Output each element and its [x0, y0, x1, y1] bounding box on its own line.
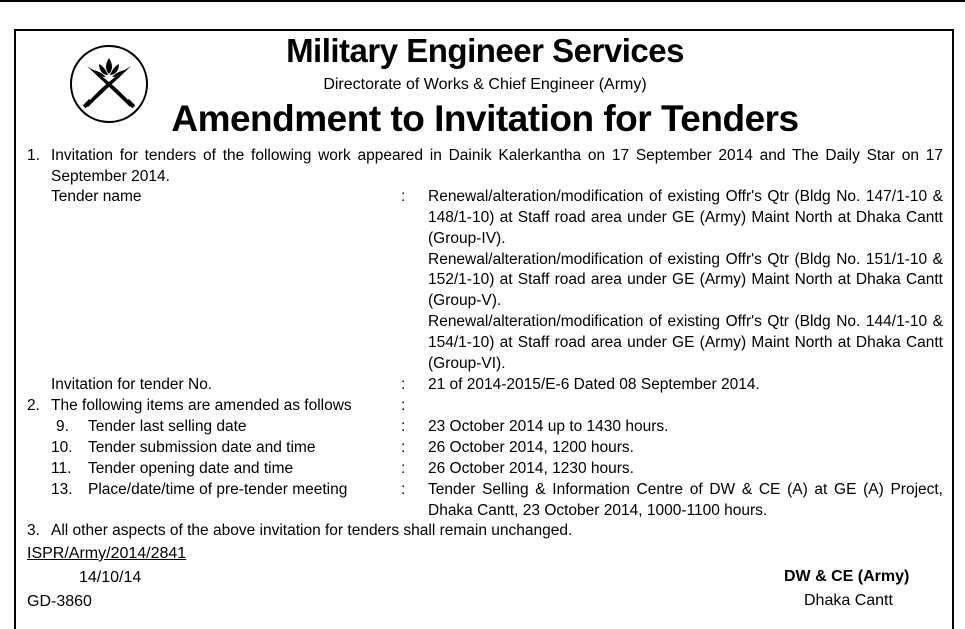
item-number: 10.: [51, 439, 73, 456]
item-value: 26 October 2014, 1200 hours.: [428, 439, 634, 456]
para1-number: 1.: [27, 147, 40, 164]
para1-line: Invitation for tenders of the following work appeared in Dainik Kalerkantha on 17 September 2014 and The Daily Star on 17: [51, 147, 943, 164]
signatory: DW & CE (Army): [784, 568, 910, 585]
tender-item-line: 154/1-10) at Staff road area under GE (Army) Maint North at Dhaka Cantt: [428, 333, 943, 351]
tender-item-line: 152/1-10) at Staff road area under GE (Army) Maint North at Dhaka Cantt: [428, 271, 943, 289]
colon: :: [401, 418, 406, 435]
directorate-name: Directorate of Works & Chief Engineer (Army): [323, 76, 647, 93]
para1-text: [51, 146, 943, 188]
tender-item-line: Renewal/alteration/modification of existing Offr's Qtr (Bldg No. 144/1-10 &: [428, 313, 943, 330]
item-label: Tender last selling date: [88, 418, 247, 435]
colon: :: [401, 481, 406, 498]
tender-item-line: (Group-VI).: [428, 354, 506, 372]
colon: :: [401, 460, 406, 477]
tender-name-label: Tender name: [51, 188, 142, 205]
tender-item-line: (Group-IV).: [428, 229, 506, 247]
item-value-line: Tender Selling & Information Centre of DW & CE (A) at GE (A) Project,: [428, 481, 943, 498]
tender-item-line: Renewal/alteration/modification of existing Offr's Qtr (Bldg No. 147/1-10 &: [428, 188, 943, 205]
item-number: 11.: [51, 460, 72, 477]
tender-item-line: (Group-V).: [428, 292, 502, 310]
item-value: 26 October 2014, 1230 hours.: [428, 460, 634, 477]
tender-item-group-iv: [428, 187, 943, 249]
tender-item-group-v: [428, 250, 943, 312]
para1-line: September 2014.: [51, 167, 170, 185]
colon: :: [401, 376, 406, 393]
para3-text: All other aspects of the above invitation for tenders shall remain unchanged.: [51, 522, 573, 539]
item-value: 23 October 2014 up to 1430 hours.: [428, 418, 669, 435]
colon: :: [401, 188, 406, 205]
itt-value: 21 of 2014-2015/E-6 Dated 08 September 2014.: [428, 376, 760, 393]
item-label: Tender opening date and time: [88, 460, 294, 477]
item-number: 13.: [51, 481, 73, 498]
item-value-meeting: [428, 480, 943, 522]
ispr-reference: ISPR/Army/2014/2841: [27, 545, 187, 562]
gd-number: GD-3860: [27, 593, 92, 610]
para2-number: 2.: [27, 397, 40, 414]
colon: :: [401, 397, 406, 414]
issue-date: 14/10/14: [79, 569, 142, 586]
tender-item-line: Renewal/alteration/modification of existing Offr's Qtr (Bldg No. 151/1-10 &: [428, 250, 943, 268]
org-name: Military Engineer Services: [286, 32, 684, 69]
colon: :: [401, 439, 406, 456]
item-value-line: Dhaka Cantt, 23 October 2014, 1000-1100 hours.: [428, 501, 768, 519]
tender-item-group-vi: [428, 312, 943, 374]
itt-label: Invitation for tender No.: [51, 376, 213, 393]
item-number: 9.: [56, 418, 69, 435]
para2-text: The following items are amended as follows: [51, 397, 352, 414]
item-label: Tender submission date and time: [88, 439, 316, 456]
notice-title: Amendment to Invitation for Tenders: [171, 98, 799, 139]
signatory-location: Dhaka Cantt: [804, 592, 893, 609]
tender-item-line: 148/1-10) at Staff road area under GE (Army) Maint North at Dhaka Cantt: [428, 208, 943, 226]
para3-number: 3.: [27, 522, 40, 539]
top-rule: [0, 0, 965, 2]
item-label: Place/date/time of pre-tender meeting: [88, 481, 348, 498]
